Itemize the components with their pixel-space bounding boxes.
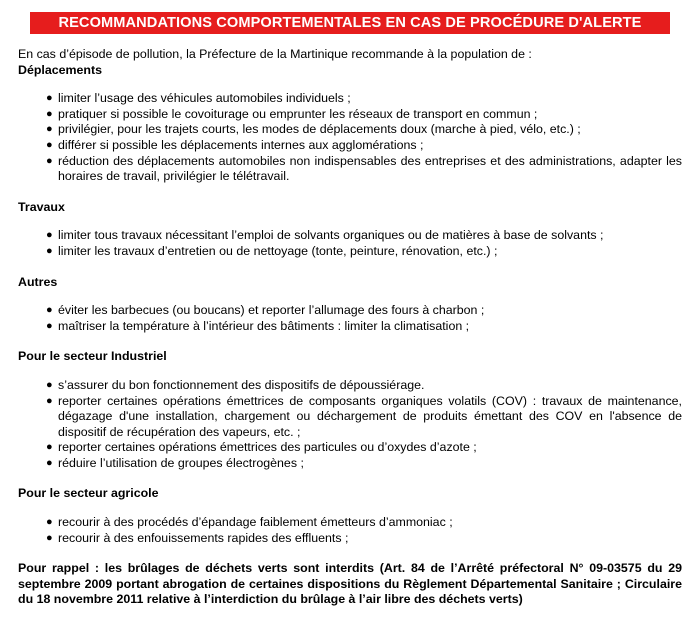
bullet-list	[18, 91, 682, 185]
list-item	[46, 91, 682, 107]
list-item	[46, 107, 682, 123]
bullet-icon: ●	[46, 138, 53, 151]
section-deplacements	[18, 63, 682, 185]
list-item	[46, 515, 682, 531]
list-item-text: réduction des déplacements automobiles non indispensables des entreprises et des administrations, adapter les horaires de travail, privilégier le télétravail.	[58, 153, 682, 184]
list-item	[46, 138, 682, 154]
list-item-text: limiter l’usage des véhicules automobiles individuels ;	[58, 91, 351, 106]
list-item-text: éviter les barbecues (ou boucans) et reporter l’allumage des fours à charbon ;	[58, 303, 485, 318]
section-autres	[18, 275, 682, 335]
bullet-icon: ●	[46, 244, 53, 257]
list-item	[46, 154, 682, 185]
list-item	[46, 228, 682, 244]
list-item	[46, 319, 682, 335]
section-industriel	[18, 349, 682, 471]
bullet-list	[18, 378, 682, 472]
bullet-icon: ●	[46, 304, 53, 317]
bullet-list	[18, 228, 682, 259]
section-title: Pour le secteur Industriel	[18, 349, 167, 364]
list-item	[46, 244, 682, 260]
list-item	[46, 394, 682, 441]
list-item-text: recourir à des procédés d’épandage faiblement émetteurs d’ammoniac ;	[58, 515, 453, 530]
list-item	[46, 440, 682, 456]
bullet-icon: ●	[46, 107, 53, 120]
bullet-icon: ●	[46, 123, 53, 136]
bullet-icon: ●	[46, 516, 53, 529]
section-title: Pour le secteur agricole	[18, 486, 159, 501]
section-title: Autres	[18, 274, 58, 289]
bullet-icon: ●	[46, 441, 53, 454]
bullet-icon: ●	[46, 394, 53, 407]
list-item-text: reporter certaines opérations émettrices des particules ou d’oxydes d’azote ;	[58, 440, 477, 455]
list-item-text: reporter certaines opérations émettrices de composants organiques volatils (COV) : travaux de maintenance, dégazage d'une installation, chargement ou déchargement de produits émettant des COV en l'absence de dispositif de récupération des vapeurs, etc. ;	[58, 393, 682, 439]
list-item-text: recourir à des enfouissements rapides des effluents ;	[58, 530, 349, 545]
list-item	[46, 531, 682, 547]
bullet-icon: ●	[46, 92, 53, 105]
document-page	[0, 12, 700, 635]
bullet-icon: ●	[46, 456, 53, 469]
bullet-icon: ●	[46, 319, 53, 332]
list-item-text: limiter tous travaux nécessitant l’emploi de solvants organiques ou de matières à base de solvants ;	[58, 228, 604, 243]
bullet-list	[18, 303, 682, 334]
bullet-list	[18, 515, 682, 546]
list-item-text: s’assurer du bon fonctionnement des dispositifs de dépoussiérage.	[58, 377, 425, 392]
bullet-icon: ●	[46, 154, 53, 167]
section-agricole	[18, 486, 682, 546]
alert-banner-title: RECOMMANDATIONS COMPORTEMENTALES EN CAS DE PROCÉDURE D'ALERTE	[30, 12, 670, 34]
list-item-text: maîtriser la température à l’intérieur des bâtiments : limiter la climatisation ;	[58, 318, 470, 333]
bullet-icon: ●	[46, 531, 53, 544]
list-item-text: réduire l’utilisation de groupes électrogènes ;	[58, 455, 304, 470]
section-travaux	[18, 200, 682, 260]
bullet-icon: ●	[46, 378, 53, 391]
section-title: Déplacements	[18, 62, 103, 77]
list-item-text: limiter les travaux d’entretien ou de nettoyage (tonte, peinture, rénovation, etc.) ;	[58, 243, 498, 258]
list-item-text: privilégier, pour les trajets courts, les modes de déplacements doux (marche à pied, vélo, etc.) ;	[58, 122, 581, 137]
intro-text: En cas d’épisode de pollution, la Préfecture de la Martinique recommande à la population de :	[18, 47, 532, 61]
list-item	[46, 378, 682, 394]
list-item	[46, 122, 682, 138]
list-item-text: pratiquer si possible le covoiturage ou emprunter les réseaux de transport en commun ;	[58, 106, 538, 121]
list-item	[46, 456, 682, 472]
reminder-text: Pour rappel : les brûlages de déchets verts sont interdits (Art. 84 de l’Arrêté préfectoral N° 09-03575 du 29 septembre 2009 portant abrogation de certaines dispositions du Règlement Départemental Sanitaire ; Circulaire du 18 novembre 2011 relative à l’interdiction du brûlage à l’air libre des déchets verts)	[18, 561, 682, 607]
bullet-icon: ●	[46, 229, 53, 242]
list-item-text: différer si possible les déplacements internes aux agglomérations ;	[58, 137, 424, 152]
list-item	[46, 303, 682, 319]
section-title: Travaux	[18, 199, 65, 214]
